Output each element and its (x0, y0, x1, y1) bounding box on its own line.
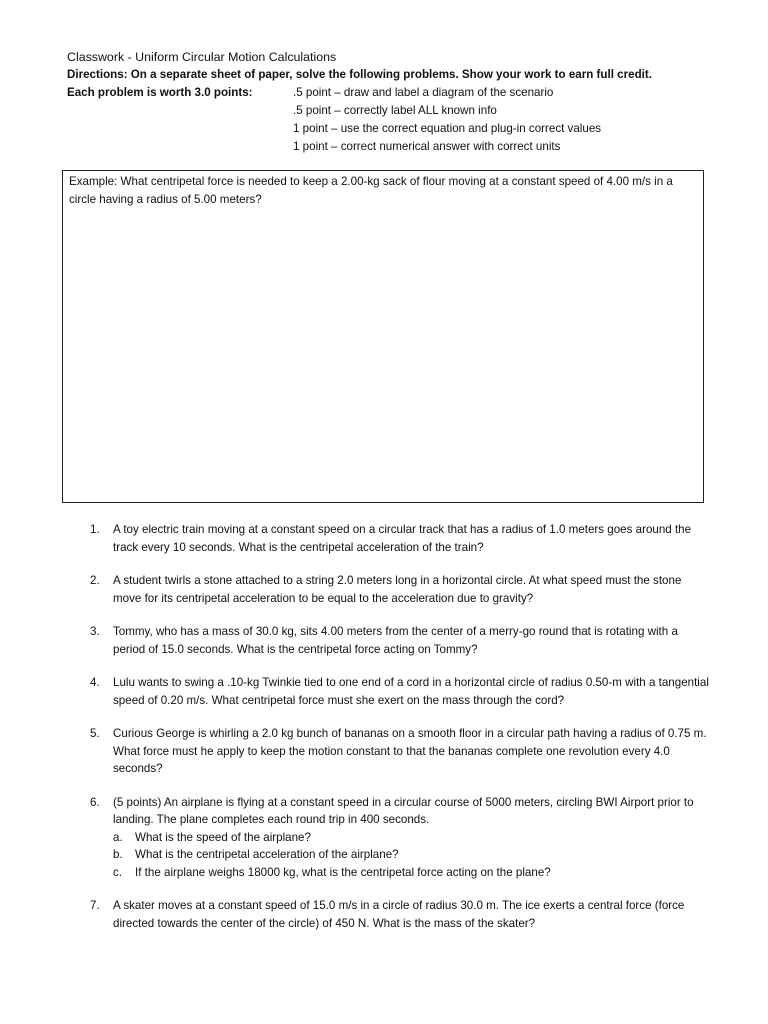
problem-text: (5 points) An airplane is flying at a constant speed in a circular course of 5000 meters, circling BWI Airport prior to landing. The plane completes each round trip in 400 seconds. (113, 795, 694, 826)
points-item: .5 point – correctly label ALL known info (293, 104, 497, 117)
problem-item (90, 623, 710, 658)
sub-question (113, 846, 710, 864)
problem-number: 3. (90, 625, 100, 638)
scoring-rubric (67, 84, 727, 156)
example-text (69, 173, 697, 209)
sub-question (113, 864, 710, 882)
problem-number: 2. (90, 574, 100, 587)
sub-question-text: What is the centripetal acceleration of the airplane? (135, 848, 399, 861)
problem-item (90, 572, 710, 607)
example-box (62, 170, 704, 503)
sub-question-letter: c. (113, 865, 123, 879)
problem-list (90, 521, 710, 932)
directions-text: Directions: On a separate sheet of paper, solve the following problems. Show your work to earn full credit. (67, 68, 652, 81)
problem-item (90, 897, 710, 932)
example-question: What centripetal force is needed to keep a 2.00-kg sack of flour moving at a constant speed of 4.00 m/s in a circle having a radius of 5.00 meters? (69, 175, 673, 206)
sub-question-text: What is the speed of the airplane? (135, 830, 311, 844)
problem-number: 4. (90, 676, 100, 689)
worksheet-header (67, 48, 727, 156)
points-item: 1 point – correct numerical answer with correct units (293, 140, 561, 153)
points-item: 1 point – use the correct equation and plug-in correct values (293, 122, 602, 135)
sub-question-text: If the airplane weighs 18000 kg, what is the centripetal force acting on the plane? (135, 865, 551, 879)
sub-question (113, 829, 710, 847)
problem-text: Lulu wants to swing a .10-kg Twinkie tied to one end of a cord in a horizontal circle of radius 0.50-m with a tangential speed of 0.20 m/s. What centripetal force must she exert on the mass through the cord? (113, 676, 709, 707)
problem-number: 6. (90, 795, 100, 809)
problem-text: Curious George is whirling a 2.0 kg bunch of bananas on a smooth floor in a circular path having a radius of 0.75 m. What force must he apply to keep the motion constant to that the bananas complete one revolution every 4.0 seconds? (113, 727, 707, 775)
example-lead: Example: (69, 175, 118, 188)
problem-number: 7. (90, 899, 100, 912)
sub-question-list (113, 829, 710, 882)
problem-number: 5. (90, 727, 100, 740)
problem-text: A toy electric train moving at a constant speed on a circular track that has a radius of 1.0 meters goes around the track every 10 seconds. What is the centripetal acceleration of the train? (113, 523, 692, 554)
sub-question-letter: b. (113, 848, 123, 861)
problem-item (90, 794, 710, 882)
problem-item (90, 521, 710, 556)
problem-text: Tommy, who has a mass of 30.0 kg, sits 4.00 meters from the center of a merry-go round that is rotating with a period of 15.0 seconds. What is the centripetal force acting on Tommy? (113, 625, 678, 656)
points-item: .5 point – draw and label a diagram of the scenario (293, 86, 554, 99)
problem-text: A skater moves at a constant speed of 15.0 m/s in a circle of radius 30.0 m. The ice exerts a central force (force directed towards the center of the circle) of 450 N. What is the mass of the skater? (113, 899, 685, 930)
sub-question-letter: a. (113, 830, 123, 844)
points-label: Each problem is worth 3.0 points: (67, 86, 253, 99)
problem-item (90, 725, 710, 778)
points-list (293, 84, 601, 156)
problem-text: A student twirls a stone attached to a string 2.0 meters long in a horizontal circle. At what speed must the stone move for its centripetal acceleration to be equal to the acceleration due to gravity? (113, 574, 682, 605)
worksheet-title: Classwork - Uniform Circular Motion Calculations (67, 50, 337, 64)
problem-number: 1. (90, 523, 100, 536)
problem-item (90, 674, 710, 709)
